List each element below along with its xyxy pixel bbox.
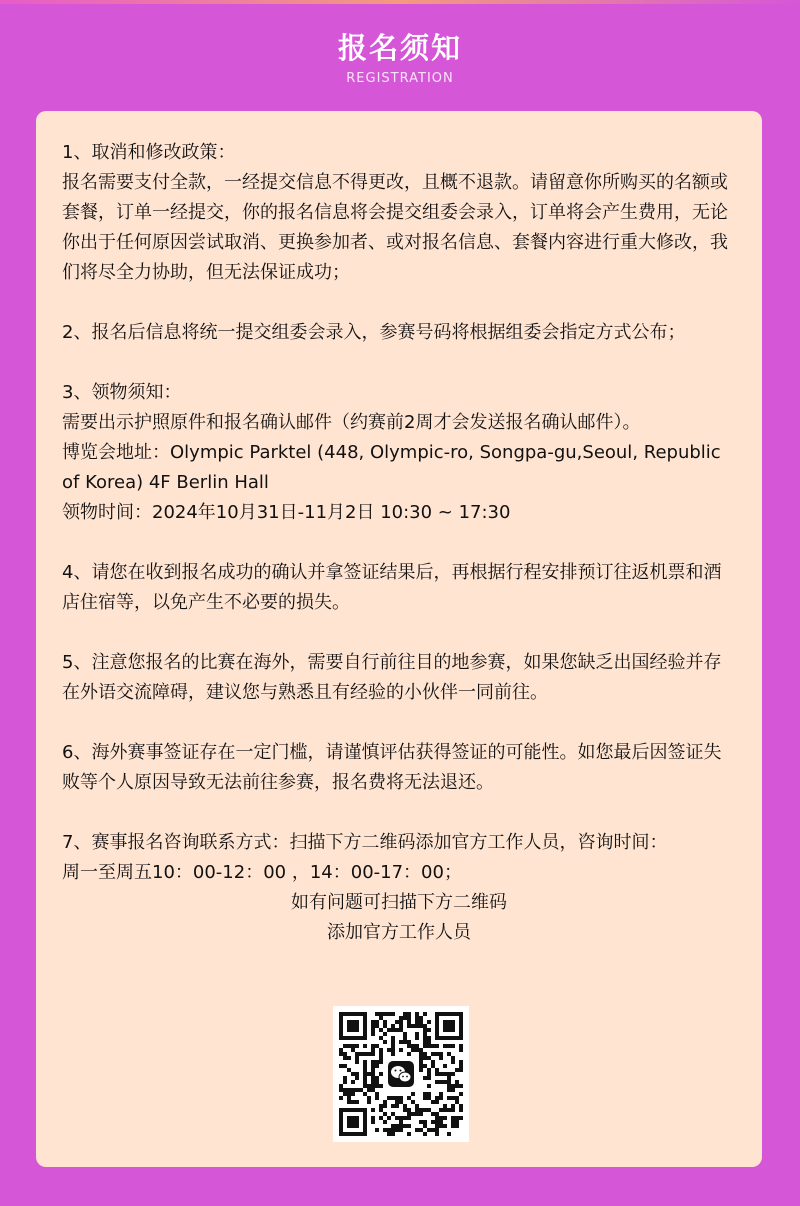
- page-title: 报名须知: [337, 31, 462, 65]
- wechat-icon: [385, 1058, 417, 1090]
- spacer: [62, 348, 736, 378]
- section-2: 2、报名后信息将统一提交组委会录入，参赛号码将根据组委会指定方式公布；: [62, 322, 686, 343]
- section-3-pickup-time: 领物时间：2024年10月31日-11月2日 10:30 ~ 17:30: [62, 502, 511, 523]
- qr-finder-bottom-left: [339, 1108, 367, 1136]
- section-3-line-1: 需要出示护照原件和报名确认邮件（约赛前2周才会发送报名确认邮件）。: [62, 412, 641, 433]
- spacer: [62, 798, 736, 828]
- section-5: 5、注意您报名的比赛在海外，需要自行前往目的地参赛，如果您缺乏出国经验并存在外语交流障碍，建议您与熟悉且有经验的小伙伴一同前往。: [62, 652, 722, 703]
- spacer: [62, 288, 736, 318]
- qr-finder-top-left: [339, 1012, 367, 1040]
- qr-code-image: [333, 1006, 469, 1142]
- section-4: 4、请您在收到报名成功的确认并拿签证结果后，再根据行程安排预订往返机票和酒店住宿等，以免产生不必要的损失。: [62, 562, 722, 613]
- section-1-title: 1、取消和修改政策：: [62, 142, 236, 163]
- spacer: [62, 708, 736, 738]
- page-subtitle: REGISTRATION: [346, 71, 454, 86]
- notice-card: [36, 111, 762, 1167]
- section-3-title: 3、领物须知：: [62, 382, 182, 403]
- qr-caption-line-2: 添加官方工作人员: [327, 922, 471, 943]
- page-header: [0, 28, 800, 88]
- spacer: [62, 528, 736, 558]
- section-3-address: 博览会地址：Olympic Parktel (448, Olympic-ro, Songpa-gu,Seoul, Republic of Korea) 4F Berlin Hall: [62, 442, 721, 493]
- section-7-line-2: 周一至周五10：00-12：00 ，14：00-17：00；: [62, 862, 462, 883]
- qr-code[interactable]: [333, 1006, 469, 1142]
- spacer: [62, 618, 736, 648]
- section-6: 6、海外赛事签证存在一定门槛，请谨慎评估获得签证的可能性。如您最后因签证失败等个人原因导致无法前往参赛，报名费将无法退还。: [62, 742, 722, 793]
- section-7-line-1: 7、赛事报名咨询联系方式：扫描下方二维码添加官方工作人员，咨询时间：: [62, 832, 668, 853]
- qr-caption-line-1: 如有问题可扫描下方二维码: [291, 892, 507, 913]
- top-accent-strip: [0, 0, 800, 4]
- notice-body: [62, 138, 736, 888]
- qr-finder-top-right: [435, 1012, 463, 1040]
- section-1-body: 报名需要支付全款，一经提交信息不得更改，且概不退款。请留意你所购买的名额或套餐，订单一经提交，你的报名信息将会提交组委会录入，订单将会产生费用，无论你出于任何原因尝试取消、更换参加者、或对报名信息、套餐内容进行重大修改，我们将尽全力协助，但无法保证成功；: [62, 172, 728, 283]
